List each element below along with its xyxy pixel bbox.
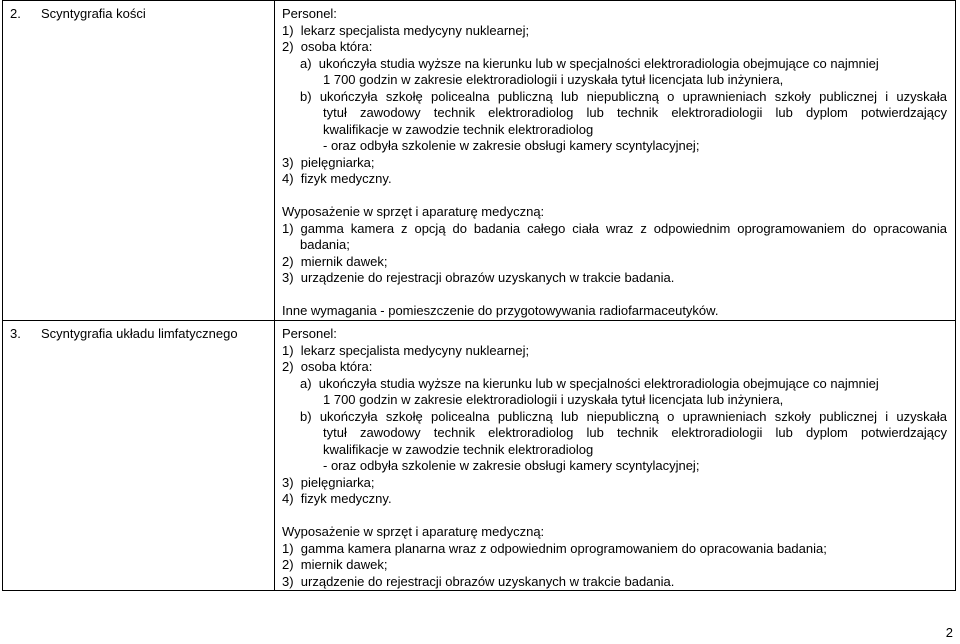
qualification-b-line: b) ukończyła szkołę policealna publiczną lub niepubliczną o uprawnieniach szkoły publicznej i uzyskała: [300, 88, 947, 104]
requirements-table: [2, 0, 956, 591]
staff-item: 2) osoba która:: [282, 359, 373, 374]
equipment-item: 3) urządzenie do rejestracji obrazów uzyskanych w trakcie badania.: [282, 573, 675, 589]
qualification-a-line: a) ukończyła studia wyższe na kierunku lub w specjalności elektroradiologia obejmujące co najmniej: [300, 55, 879, 71]
staff-heading: Personel:: [282, 6, 337, 21]
qualification-a-line: a) ukończyła studia wyższe na kierunku lub w specjalności elektroradiologia obejmujące co najmniej: [300, 375, 879, 391]
qualification-b-line: kwalifikacje w zawodzie technik elektroradiolog: [323, 121, 594, 137]
staff-item: 1) lekarz specjalista medycyny nuklearnej;: [282, 22, 530, 38]
procedure-cell: [3, 1, 275, 321]
page-number: 2: [945, 625, 953, 640]
requirements-cell: [275, 321, 956, 591]
procedure-title: Scyntygrafia kości: [41, 6, 146, 21]
qualification-b-line: - oraz odbyła szkolenie w zakresie obsługi kamery scyntylacyjnej;: [323, 138, 700, 153]
table-row: [3, 321, 956, 591]
equipment-item: badania;: [300, 237, 350, 252]
row-number: 2.: [10, 6, 21, 21]
staff-item: 4) fizyk medyczny.: [282, 171, 392, 186]
qualification-b-line: tytuł zawodowy technik elektroradiolog lub technik elektroradiologii lub dyplom potwierdzający: [323, 105, 947, 120]
equipment-item: 2) miernik dawek;: [282, 253, 388, 269]
qualification-b-line: b) ukończyła szkołę policealna publiczną lub niepubliczną o uprawnieniach szkoły publicznej i uzyskała: [300, 408, 947, 424]
equipment-item: 3) urządzenie do rejestracji obrazów uzyskanych w trakcie badania.: [282, 270, 675, 285]
equipment-heading: Wyposażenie w sprzęt i aparaturę medyczną:: [282, 204, 545, 219]
table-row: [3, 1, 956, 321]
row-number: 3.: [10, 326, 21, 341]
staff-heading: Personel:: [282, 326, 337, 341]
staff-item: 1) lekarz specjalista medycyny nuklearnej;: [282, 342, 530, 358]
qualification-a-line: 1 700 godzin w zakresie elektroradiologii i uzyskała tytuł licencjata lub inżyniera,: [323, 72, 784, 87]
qualification-b-line: kwalifikacje w zawodzie technik elektroradiolog: [323, 441, 594, 457]
equipment-item: 2) miernik dawek;: [282, 557, 388, 572]
qualification-b-line: tytuł zawodowy technik elektroradiolog lub technik elektroradiologii lub dyplom potwierdzający: [323, 425, 947, 440]
procedure-title: Scyntygrafia układu limfatycznego: [41, 326, 238, 341]
qualification-b-line: - oraz odbyła szkolenie w zakresie obsługi kamery scyntylacyjnej;: [323, 458, 700, 473]
qualification-a-line: 1 700 godzin w zakresie elektroradiologii i uzyskała tytuł licencjata lub inżyniera,: [323, 392, 784, 407]
equipment-item: 1) gamma kamera planarna wraz z odpowiednim oprogramowaniem do opracowania badania;: [282, 540, 827, 556]
requirements-cell: [275, 1, 956, 321]
staff-item: 2) osoba która:: [282, 39, 373, 54]
staff-item: 3) pielęgniarka;: [282, 154, 375, 170]
staff-item: 3) pielęgniarka;: [282, 474, 375, 490]
equipment-item: 1) gamma kamera z opcją do badania całego ciała wraz z odpowiednim oprogramowaniem do opracowania: [282, 220, 947, 236]
other-requirements: Inne wymagania - pomieszczenie do przygotowywania radiofarmaceutyków.: [282, 303, 719, 318]
staff-item: 4) fizyk medyczny.: [282, 491, 392, 506]
equipment-heading: Wyposażenie w sprzęt i aparaturę medyczną:: [282, 524, 545, 539]
procedure-cell: [3, 321, 275, 591]
